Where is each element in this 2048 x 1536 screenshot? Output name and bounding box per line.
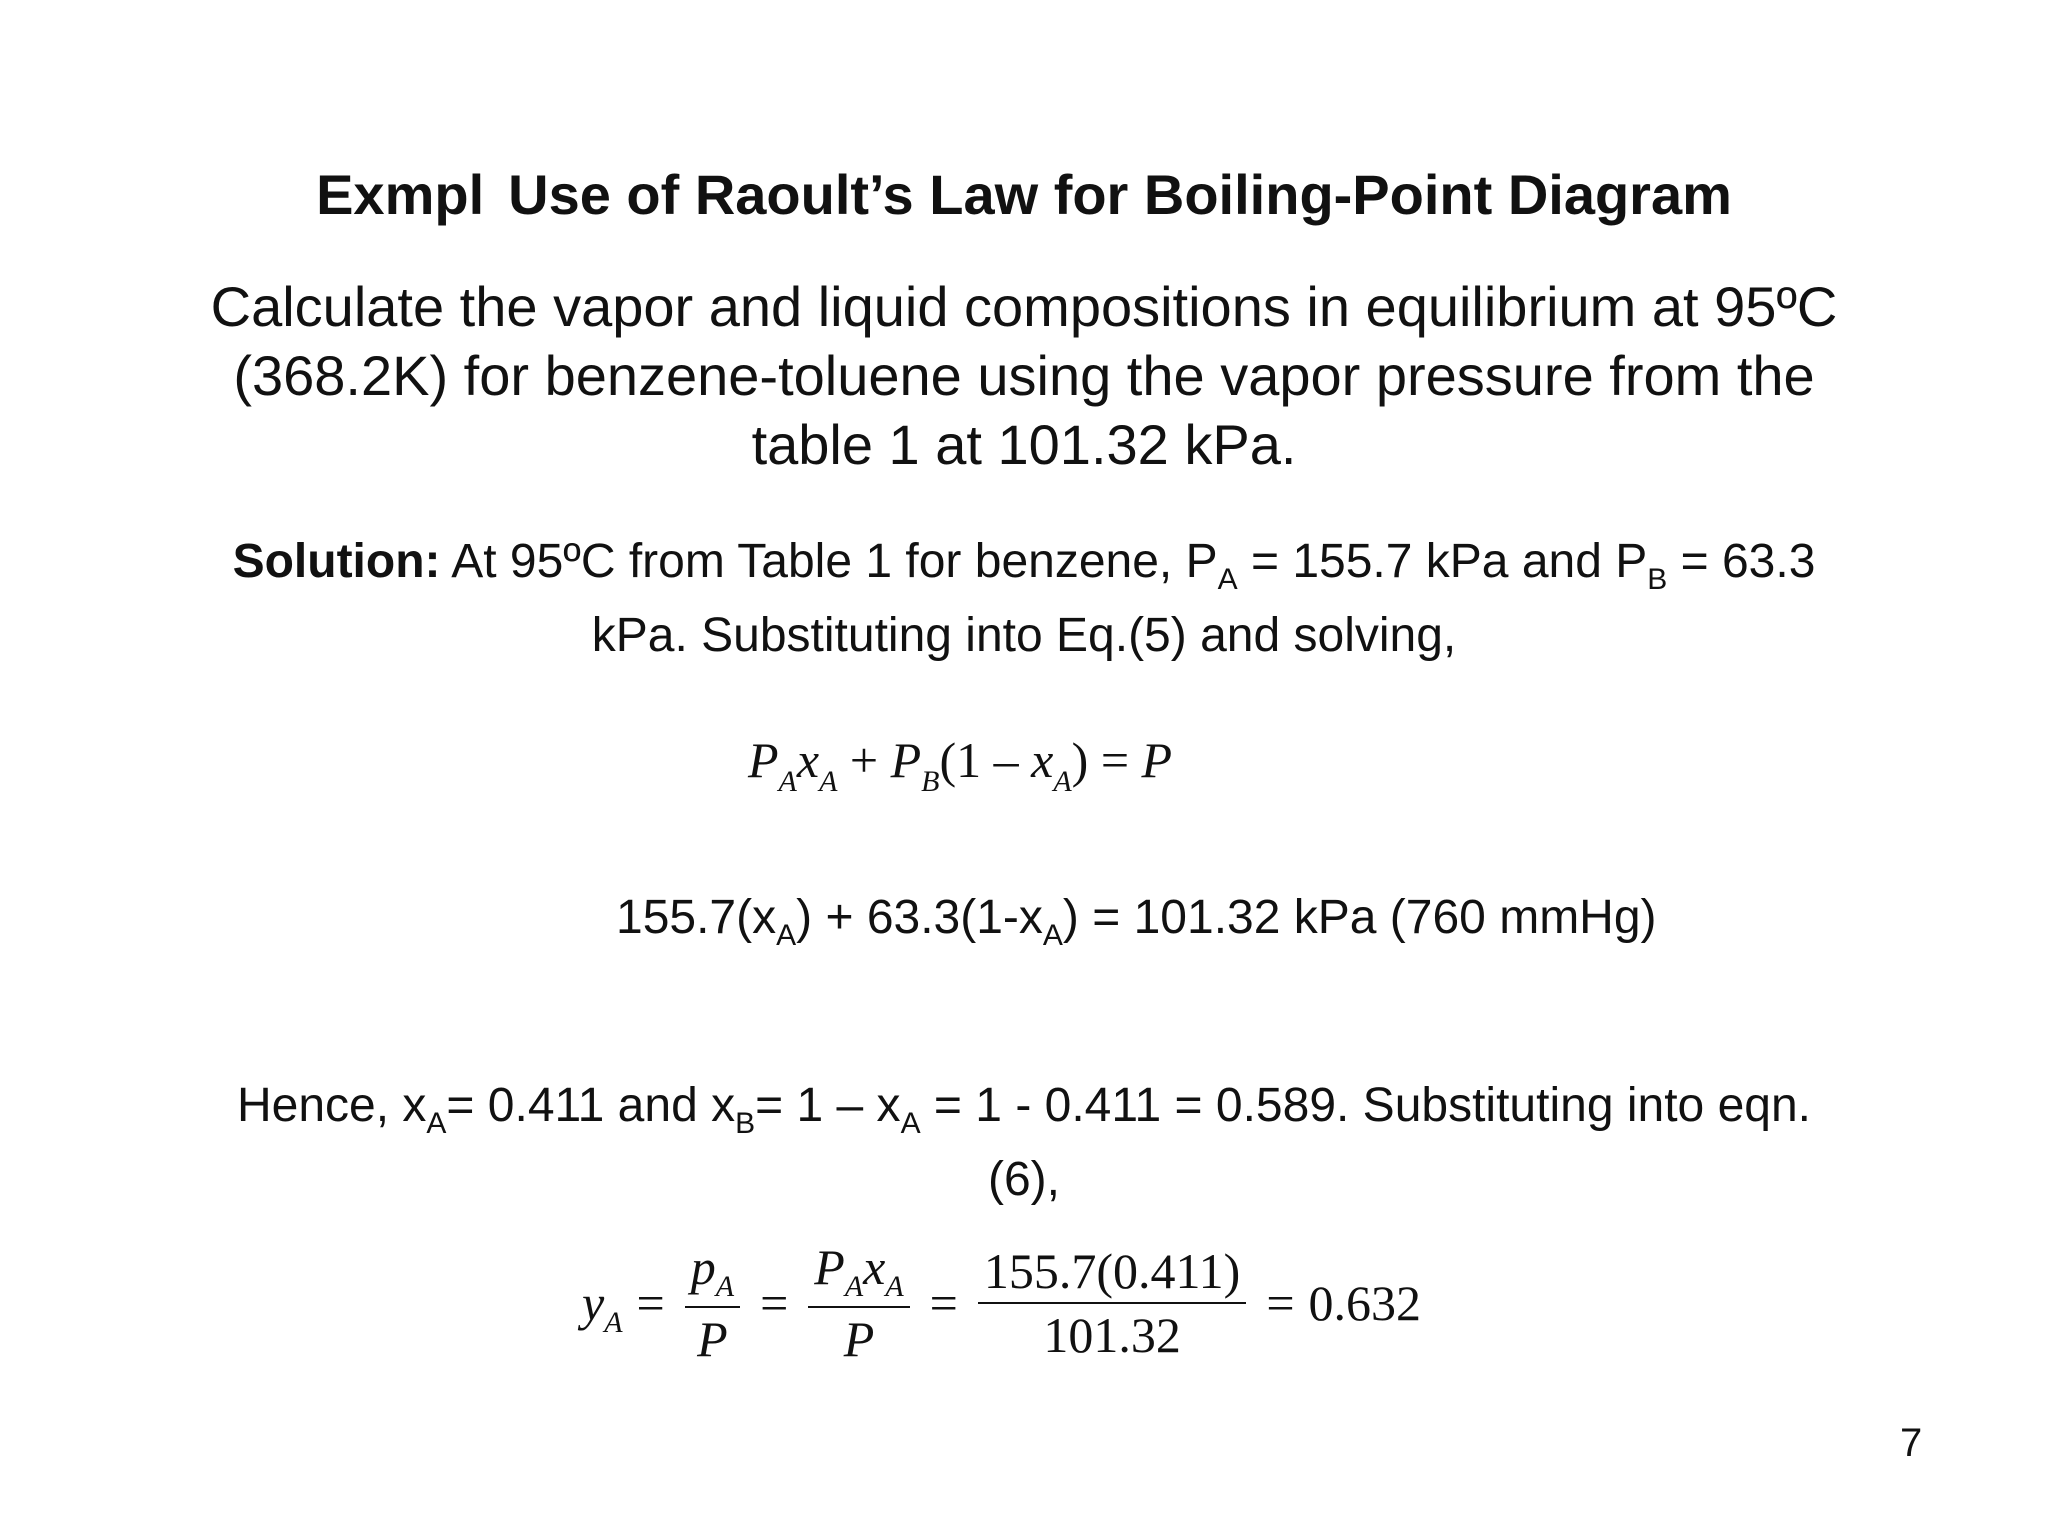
eq-symbol: x: [1031, 732, 1054, 788]
solution-text: kPa. Substituting into Eq.(5) and solving,: [591, 609, 1457, 662]
eq-operator: =: [760, 1275, 789, 1331]
eq-subscript: A: [844, 1270, 864, 1303]
eq-symbol: P: [697, 1311, 728, 1367]
eq-symbol: p: [690, 1239, 716, 1295]
eq-symbol: P: [748, 732, 779, 788]
vapor-fraction-equation: [582, 1228, 1421, 1378]
eq-subscript: A: [715, 1270, 735, 1303]
fraction-denominator: 101.32: [1043, 1307, 1181, 1363]
fraction-partial-pressure: [685, 1236, 740, 1370]
fraction-numeric: [978, 1240, 1246, 1366]
subscript: A: [426, 1107, 447, 1140]
eq-symbol: y: [582, 1275, 605, 1331]
eq-subscript: A: [604, 1306, 623, 1339]
eq-operator: =: [929, 1275, 958, 1331]
numeric-equation: [616, 886, 1657, 956]
eq-operator: (1 –: [939, 732, 1032, 788]
page-number: 7: [1900, 1421, 1923, 1465]
solution-text: = 63.3: [1667, 535, 1816, 588]
eq-operator: =: [1266, 1275, 1295, 1331]
eq-subscript: A: [778, 765, 797, 798]
solution-paragraph: [200, 528, 1848, 670]
hence-text: (6),: [988, 1153, 1060, 1206]
eq-text: ) + 63.3(1-x: [796, 891, 1043, 944]
subscript: B: [1647, 563, 1668, 596]
subscript: A: [900, 1107, 921, 1140]
eq-subscript: A: [885, 1270, 904, 1303]
slide-title: [0, 160, 2048, 230]
eq-subscript: B: [921, 765, 940, 798]
subscript: A: [776, 919, 797, 952]
subscript: B: [735, 1107, 756, 1140]
problem-statement: [200, 272, 1848, 479]
hence-text: Hence, x: [236, 1079, 427, 1132]
problem-line: (368.2K) for benzene-toluene using the vapor pressure from the: [233, 344, 1815, 407]
eq-symbol: x: [863, 1239, 886, 1295]
hence-paragraph: [200, 1072, 1848, 1214]
problem-line: table 1 at 101.32 kPa.: [751, 413, 1297, 476]
hence-text: = 1 - 0.411 = 0.589. Substituting into eqn.: [920, 1079, 1811, 1132]
eq-operator: =: [636, 1275, 665, 1331]
eq-lhs: [582, 1274, 623, 1339]
eq-operator: ) =: [1071, 732, 1142, 788]
eq-text: ) = 101.32 kPa (760 mmHg): [1062, 891, 1657, 944]
problem-line: Calculate the vapor and liquid compositions in equilibrium at 95ºC: [210, 275, 1838, 338]
solution-text: = 155.7 kPa and P: [1237, 535, 1648, 588]
eq-symbol: P: [843, 1311, 875, 1367]
title-prefix: Exmpl: [316, 163, 485, 226]
eq-subscript: A: [1053, 765, 1072, 798]
eq-text: 155.7(x: [616, 891, 777, 944]
raoult-equation: [748, 728, 1172, 800]
eq-symbol: P: [890, 732, 922, 788]
subscript: A: [1042, 919, 1063, 952]
eq-subscript: A: [819, 765, 838, 798]
solution-label: Solution:: [232, 535, 441, 588]
eq-result: 0.632: [1308, 1275, 1422, 1331]
eq-symbol: P: [1141, 732, 1173, 788]
solution-text: At 95ºC from Table 1 for benzene, P: [440, 535, 1218, 588]
eq-operator: +: [837, 732, 891, 788]
eq-symbol: x: [796, 732, 820, 788]
fraction-numerator: 155.7(0.411): [978, 1240, 1246, 1304]
fraction-raoult: [808, 1236, 909, 1370]
eq-symbol: P: [814, 1239, 845, 1295]
title-main: Use of Raoult’s Law for Boiling-Point Diagram: [508, 163, 1732, 226]
subscript: A: [1217, 563, 1238, 596]
hence-text: = 0.411 and x: [446, 1079, 736, 1132]
hence-text: = 1 – x: [755, 1079, 901, 1132]
